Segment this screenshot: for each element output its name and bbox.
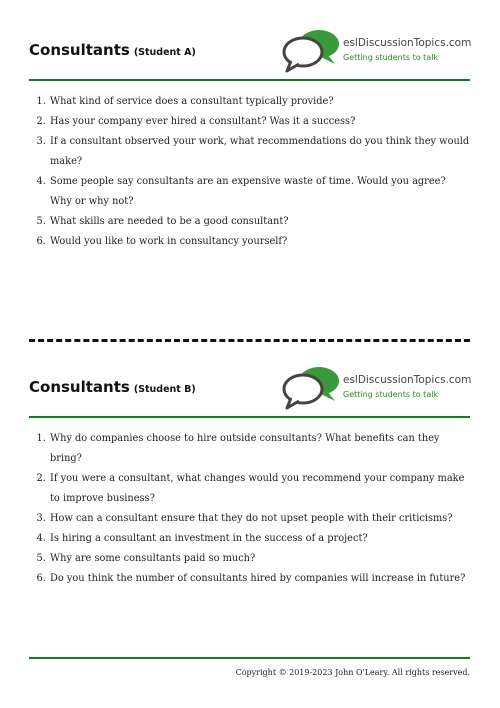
- logo-name: eslDiscussionTopics.com: [343, 374, 472, 386]
- list-item: 2. If you were a consultant, what changes would you recommend your company make to improve business?: [49, 469, 470, 509]
- list-item: 1. What kind of service does a consultant typically provide?: [49, 92, 470, 112]
- list-item: 4. Is hiring a consultant an investment in the success of a project?: [49, 529, 470, 549]
- list-item: 3. If a consultant observed your work, what recommendations do you think they would make?: [49, 132, 470, 172]
- list-item: 5. What skills are needed to be a good consultant?: [49, 212, 470, 232]
- list-item: 4. Some people say consultants are an expensive waste of time. Would you agree? Why or why not?: [49, 172, 470, 212]
- header-divider: [29, 416, 470, 418]
- logo-tagline: Getting students to talk: [343, 53, 439, 62]
- logo-name: eslDiscussionTopics.com: [343, 37, 472, 49]
- student-b-header: [29, 365, 470, 415]
- title-text: Consultants: [29, 41, 130, 59]
- list-item: 1. Why do companies choose to hire outside consultants? What benefits can they bring?: [49, 429, 470, 469]
- speech-bubbles-icon: [281, 365, 343, 413]
- speech-bubbles-icon: [281, 28, 343, 76]
- student-b-section: [29, 365, 470, 589]
- site-logo: [281, 28, 471, 76]
- header-divider: [29, 79, 470, 81]
- list-item: 5. Why are some consultants paid so much?: [49, 549, 470, 569]
- logo-tagline: Getting students to talk: [343, 390, 439, 399]
- list-item: 6. Would you like to work in consultancy yourself?: [49, 232, 470, 252]
- list-item: 6. Do you think the number of consultants hired by companies will increase in future?: [49, 569, 470, 589]
- cut-line-divider: [29, 339, 470, 342]
- page-title: [29, 378, 196, 396]
- site-logo: [281, 365, 471, 413]
- copyright-text: Copyright © 2019-2023 John O'Leary. All rights reserved.: [235, 668, 470, 677]
- student-label: (Student B): [133, 384, 196, 395]
- list-item: 3. How can a consultant ensure that they do not upset people with their criticisms?: [49, 509, 470, 529]
- question-list: [29, 92, 470, 252]
- list-item: 2. Has your company ever hired a consultant? Was it a success?: [49, 112, 470, 132]
- question-list: [29, 429, 470, 589]
- student-a-header: [29, 28, 470, 78]
- footer-divider: [29, 657, 470, 659]
- title-text: Consultants: [29, 378, 130, 396]
- page-title: [29, 41, 196, 59]
- student-a-section: [29, 28, 470, 252]
- student-label: (Student A): [133, 47, 196, 58]
